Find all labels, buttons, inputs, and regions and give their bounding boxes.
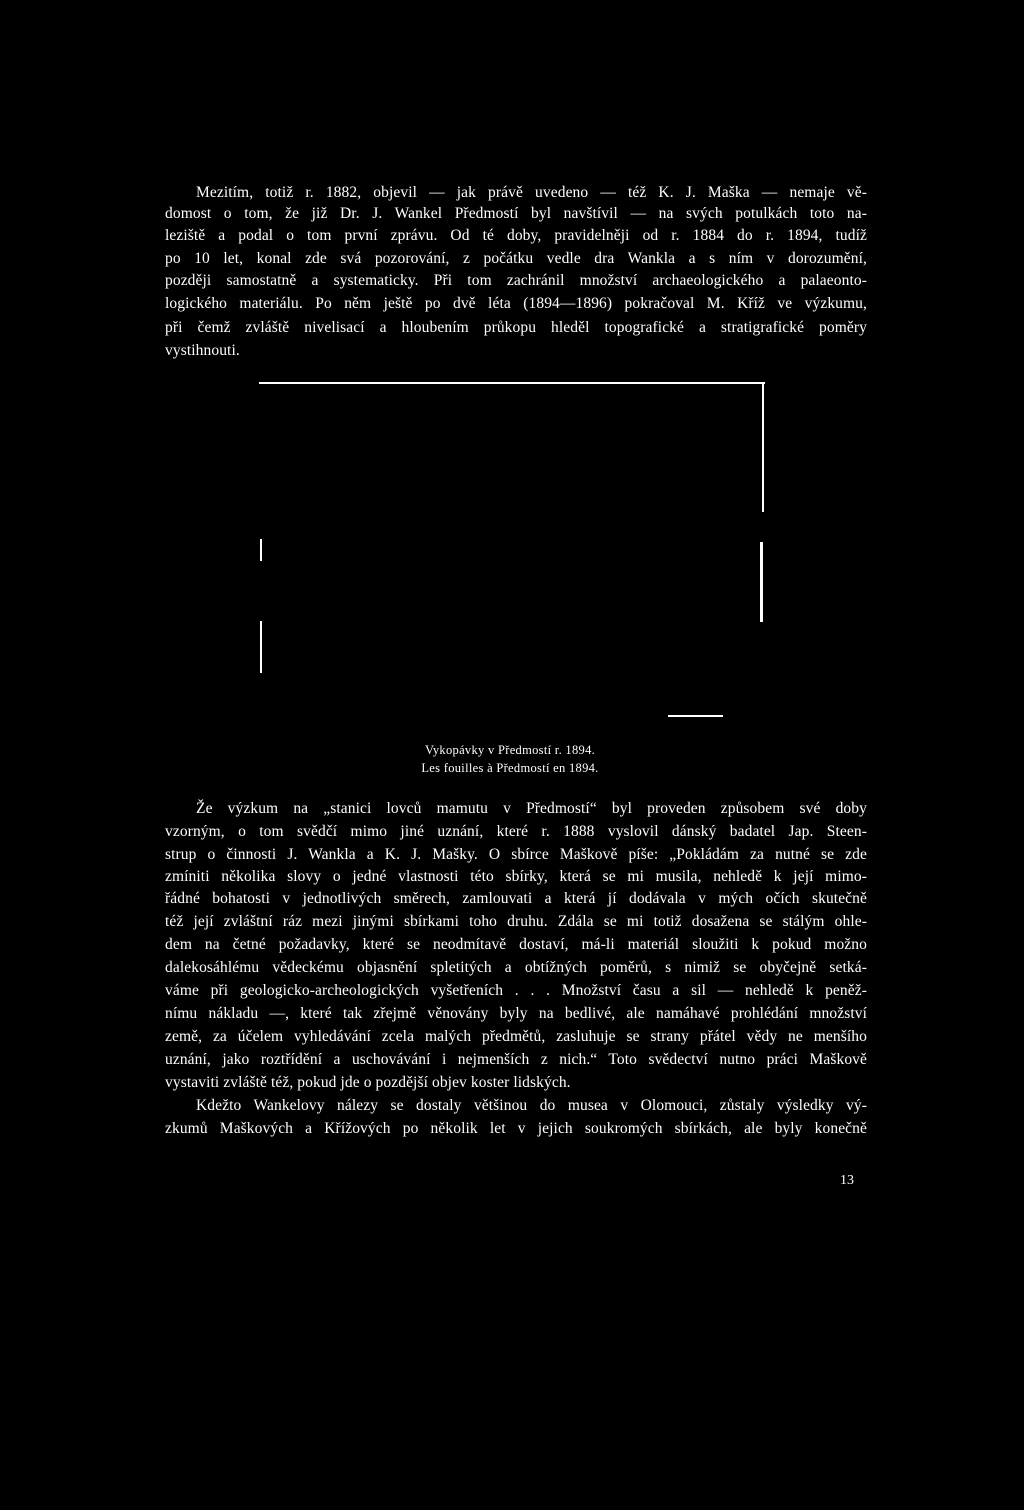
page-number: 13 bbox=[840, 1173, 854, 1188]
text-line: dalekosáhlému vědeckému objasnění spletitých a obtížných poměrů, s nimiž se obyčejně setká- bbox=[165, 959, 867, 976]
text-line: po 10 let, konal zde svá pozorování, z počátku vedle dra Wankla a s ním v dorozumění, bbox=[165, 250, 867, 267]
photo-left-edge-lower bbox=[260, 621, 262, 673]
figure-caption-french: Les fouilles à Předmostí en 1894. bbox=[421, 761, 599, 775]
text-line: strup o činnosti J. Wankla a K. J. Mašky. O sbírce Maškově píše: „Pokládám za nutné se zde bbox=[165, 846, 867, 863]
text-line: domost o tom, že již Dr. J. Wankel Předmostí byl navštívil — na svých potulkách toto na- bbox=[165, 205, 867, 222]
photo-left-edge-mark bbox=[260, 539, 262, 561]
text-line: Že výzkum na „stanici lovců mamutu v Předmostí“ byl proveden způsobem své doby bbox=[196, 800, 867, 817]
excavation-photo bbox=[255, 376, 767, 736]
text-line: vystaviti zvláště též, pokud jde o pozdější objev koster lidských. bbox=[165, 1074, 571, 1091]
figure-caption-czech: Vykopávky v Předmostí r. 1894. bbox=[424, 743, 596, 757]
photo-bottom-mark bbox=[668, 715, 723, 717]
text-line: zkumů Maškových a Křížových po několik let v jejich soukromých sbírkách, ale byly konečně bbox=[165, 1120, 867, 1137]
text-line: Kdežto Wankelovy nálezy se dostaly většinou do musea v Olomouci, zůstaly výsledky vý- bbox=[196, 1097, 867, 1114]
photo-top-edge bbox=[259, 382, 765, 384]
text-line: nímu nákladu —, které tak zřejmě věnovány byly na bedlivé, ale namáhavé prohlédání množství bbox=[165, 1005, 867, 1022]
text-line: leziště a podal o tom první zprávu. Od té doby, pravidelněji od r. 1884 do r. 1894, tudíž bbox=[165, 227, 867, 244]
photo-right-edge-lower bbox=[760, 542, 763, 622]
text-line: země, za účelem vyhledávání zcela malých předmětů, zasluhuje se strany přátel vědy ne menšího bbox=[165, 1028, 867, 1045]
text-line: Mezitím, totiž r. 1882, objevil — jak právě uvedeno — též K. J. Maška — nemaje vě- bbox=[196, 184, 867, 201]
text-line: vystihnouti. bbox=[165, 342, 240, 359]
text-line: dem na četné požadavky, které se neodmítavě dostaví, má-li materiál sloužiti k pokud možno bbox=[165, 936, 867, 953]
text-line: zmíniti několika slovy o jedné vlastnosti této sbírky, která se mi musila, nehledě k její mimo- bbox=[165, 868, 867, 885]
text-line: při čemž zvláště nivelisací a hloubením průkopu hleděl topografické a stratigrafické poměry bbox=[165, 319, 867, 336]
text-line: uznání, jako roztřídění a uschovávání i nejmenších z nich.“ Toto svědectví nutno práci Maškově bbox=[165, 1051, 867, 1068]
text-line: též její zvláštní ráz mezi jinými sbírkami toho druhu. Zdála se mi totiž dosažena se stálým ohle- bbox=[165, 913, 867, 930]
text-line: řádné bohatosti v jednotlivých směrech, zamlouvati a která jí dodávala v mých očích skutečně bbox=[165, 890, 867, 907]
text-line: později samostatně a systematicky. Při tom zachránil množství archaeologického a palaeonto- bbox=[165, 272, 867, 289]
photo-right-edge-upper bbox=[762, 382, 764, 512]
text-line: váme při geologicko-archeologických vyšetřeních . . . Množství času a sil — nehledě k peněž- bbox=[165, 982, 867, 999]
text-line: logického materiálu. Po něm ještě po dvě léta (1894—1896) pokračoval M. Kříž ve výzkumu, bbox=[165, 295, 867, 312]
text-line: vzorným, o tom svědčí mimo jiné uznání, které r. 1888 vyslovil dánský badatel Jap. Steen- bbox=[165, 823, 867, 840]
